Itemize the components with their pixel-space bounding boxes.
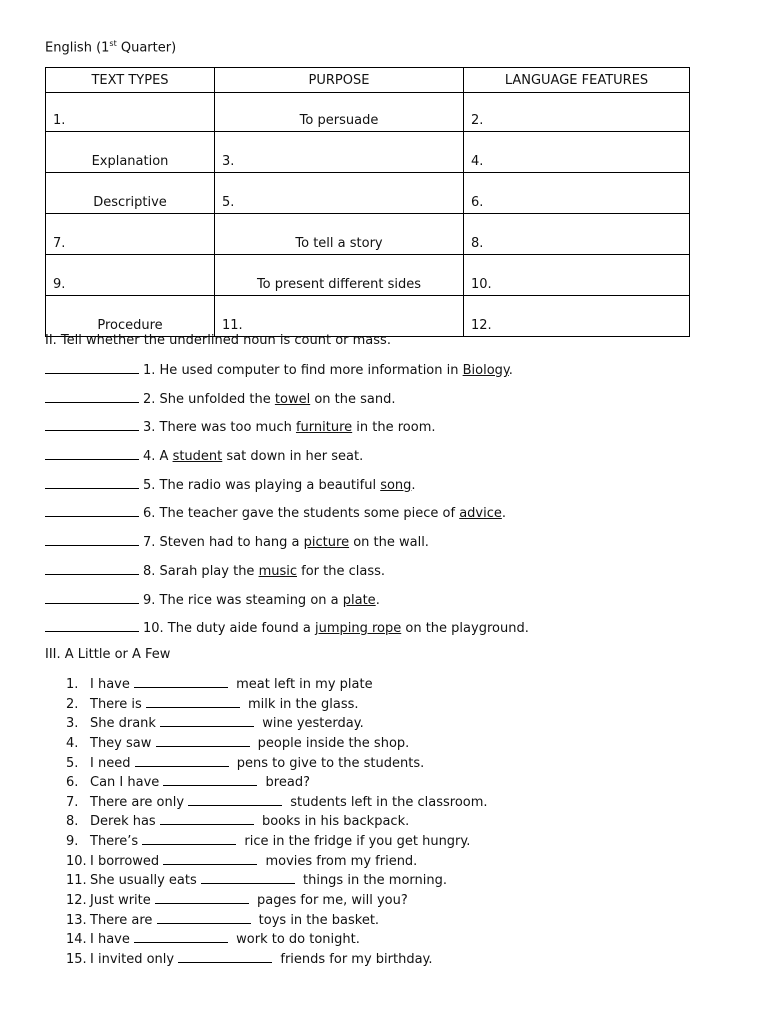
table-cell: 10. <box>464 255 690 296</box>
underlined-noun: towel <box>274 391 311 407</box>
list-item <box>45 418 745 447</box>
header-text-types: TEXT TYPES <box>46 68 215 93</box>
item-number: 14. <box>66 932 87 948</box>
item-text: things in the morning. <box>298 873 447 889</box>
item-text: 6. The teacher gave the students some piece of <box>143 506 460 522</box>
table-row <box>46 296 690 337</box>
item-text: 7. Steven had to hang a <box>143 535 304 551</box>
item-number: 15. <box>66 951 87 967</box>
list-item <box>66 734 488 754</box>
table-cell: 4. <box>464 132 690 173</box>
underlined-noun: advice <box>459 506 502 522</box>
list-item <box>66 773 488 793</box>
list-item <box>45 447 745 476</box>
table-cell: Procedure <box>46 296 215 337</box>
item-text: toys in the basket. <box>254 912 380 928</box>
title-main: English (1 <box>45 40 110 56</box>
table-cell: 9. <box>46 255 215 296</box>
item-text: Can I have <box>90 775 164 791</box>
answer-blank[interactable] <box>134 930 228 943</box>
underlined-noun: song <box>380 477 412 493</box>
item-text: . <box>508 363 513 378</box>
item-text: in the room. <box>352 420 436 436</box>
answer-blank[interactable] <box>45 504 139 517</box>
table-cell: Explanation <box>46 132 215 173</box>
item-number: 12. <box>66 893 87 909</box>
item-number: 11. <box>66 873 87 889</box>
answer-blank[interactable] <box>134 675 228 688</box>
answer-blank[interactable] <box>45 591 139 604</box>
item-text: She drank <box>90 716 161 732</box>
table-row <box>46 214 690 255</box>
list-item <box>66 891 488 911</box>
answer-blank[interactable] <box>45 418 139 431</box>
list-item <box>66 911 488 931</box>
item-text: 8. Sarah play the <box>143 563 259 579</box>
list-item <box>66 714 488 734</box>
item-text: 2. She unfolded the <box>143 391 275 407</box>
answer-blank[interactable] <box>155 891 249 904</box>
table-cell: 2. <box>464 93 690 132</box>
item-text: I have <box>90 677 134 692</box>
item-text: She usually eats <box>90 873 201 889</box>
answer-blank[interactable] <box>157 911 251 924</box>
list-item <box>66 852 488 872</box>
item-text: There are only <box>90 794 189 810</box>
list-item <box>66 930 488 950</box>
item-text: I need <box>90 755 135 771</box>
item-text: I borrowed <box>90 853 164 869</box>
answer-blank[interactable] <box>163 773 257 786</box>
item-number: 4. <box>66 735 79 751</box>
underlined-noun: student <box>172 449 223 465</box>
item-text: bread? <box>261 775 310 791</box>
item-text: I have <box>90 932 134 948</box>
list-item <box>66 950 488 970</box>
item-number: 3. <box>66 716 79 732</box>
table-cell: To persuade <box>215 93 464 132</box>
item-text: movies from my friend. <box>261 853 418 869</box>
table-cell: 7. <box>46 214 215 255</box>
item-text: milk in the glass. <box>243 696 359 712</box>
item-text: There’s <box>90 834 143 850</box>
item-text: wine yesterday. <box>258 716 364 732</box>
answer-blank[interactable] <box>160 812 254 825</box>
item-text: 4. A <box>143 449 173 465</box>
page-title <box>45 39 176 55</box>
answer-blank[interactable] <box>135 754 229 767</box>
header-purpose: PURPOSE <box>215 68 464 93</box>
list-item <box>66 793 488 813</box>
underlined-noun: furniture <box>295 420 353 436</box>
underlined-noun: music <box>258 563 297 579</box>
item-text: . <box>375 592 380 608</box>
list-item <box>45 361 745 390</box>
answer-blank[interactable] <box>201 871 295 884</box>
table-cell: To present different sides <box>215 255 464 296</box>
header-language-features: LANGUAGE FEATURES <box>464 68 690 93</box>
item-text: students left in the classroom. <box>286 794 488 810</box>
item-text: 5. The radio was playing a beautiful <box>143 477 381 493</box>
section-2-list <box>45 361 745 648</box>
item-number: 8. <box>66 814 79 830</box>
answer-blank[interactable] <box>45 533 139 546</box>
table-cell: 12. <box>464 296 690 337</box>
list-item <box>45 619 745 648</box>
answer-blank[interactable] <box>45 619 139 632</box>
answer-blank[interactable] <box>45 361 139 374</box>
item-number: 5. <box>66 755 79 771</box>
section-3-heading: III. A Little or A Few <box>45 647 171 662</box>
item-text: on the wall. <box>349 535 429 551</box>
item-number: 10. <box>66 853 87 869</box>
item-text: on the playground. <box>401 621 529 637</box>
item-text: sat down in her seat. <box>222 449 364 465</box>
table-cell: 11. <box>215 296 464 337</box>
answer-blank[interactable] <box>163 852 257 865</box>
item-text: . <box>501 506 507 522</box>
list-item <box>45 533 745 562</box>
list-item <box>45 504 745 533</box>
item-number: 7. <box>66 794 79 810</box>
answer-blank[interactable] <box>188 793 282 806</box>
text-types-table <box>45 67 690 337</box>
item-text: There are <box>90 912 157 928</box>
answer-blank[interactable] <box>156 734 250 747</box>
list-item <box>66 695 488 715</box>
answer-blank[interactable] <box>142 832 236 845</box>
title-rest: Quarter) <box>116 40 177 56</box>
item-text: rice in the fridge if you get hungry. <box>240 834 471 850</box>
table-row <box>46 132 690 173</box>
list-item <box>66 675 488 695</box>
item-text: 10. The duty aide found a <box>143 621 315 637</box>
table-cell: 8. <box>464 214 690 255</box>
item-text: meat left in my plate <box>232 677 373 692</box>
item-number: 2. <box>66 696 79 712</box>
item-text: I invited only <box>90 951 179 967</box>
list-item <box>45 390 745 419</box>
item-text: Just write <box>90 893 155 909</box>
list-item <box>66 754 488 774</box>
item-text: books in his backpack. <box>257 814 410 830</box>
list-item <box>66 832 488 852</box>
section-2-heading: II. Tell whether the underlined noun is count or mass. <box>45 333 391 348</box>
table-cell: 3. <box>215 132 464 173</box>
item-text: 1. He used computer to find more information in <box>143 363 463 378</box>
table-cell: 1. <box>46 93 215 132</box>
underlined-noun: plate <box>342 592 376 608</box>
item-number: 9. <box>66 834 79 850</box>
item-text: people inside the shop. <box>253 735 410 751</box>
item-text: for the class. <box>297 563 386 579</box>
answer-blank[interactable] <box>45 476 139 489</box>
list-item <box>45 476 745 505</box>
item-text: 9. The rice was steaming on a <box>143 592 343 608</box>
list-item <box>45 562 745 591</box>
table-cell: Descriptive <box>46 173 215 214</box>
list-item <box>66 812 488 832</box>
list-item <box>45 591 745 620</box>
underlined-noun: jumping rope <box>314 621 402 637</box>
item-text: work to do tonight. <box>232 932 360 948</box>
section-3-list <box>66 675 488 970</box>
underlined-noun: picture <box>303 535 350 551</box>
title-superscript: st <box>109 39 117 48</box>
item-text: . <box>411 477 416 493</box>
table-cell: 6. <box>464 173 690 214</box>
item-text: 3. There was too much <box>143 420 296 436</box>
table-cell: 5. <box>215 173 464 214</box>
table-row <box>46 173 690 214</box>
item-text: There is <box>90 696 146 712</box>
table-row <box>46 255 690 296</box>
answer-blank[interactable] <box>146 695 240 708</box>
item-number: 1. <box>66 677 79 692</box>
item-text: on the sand. <box>310 391 396 407</box>
list-item <box>66 871 488 891</box>
underlined-noun: Biology <box>462 363 509 378</box>
table-row <box>46 93 690 132</box>
item-text: pages for me, will you? <box>252 893 408 909</box>
answer-blank[interactable] <box>45 390 139 403</box>
item-number: 13. <box>66 912 87 928</box>
item-number: 6. <box>66 775 79 791</box>
answer-blank[interactable] <box>160 714 254 727</box>
answer-blank[interactable] <box>178 950 272 963</box>
item-text: friends for my birthday. <box>276 951 433 967</box>
answer-blank[interactable] <box>45 562 139 575</box>
table-header-row <box>46 68 690 93</box>
item-text: They saw <box>90 735 156 751</box>
item-text: Derek has <box>90 814 160 830</box>
item-text: pens to give to the students. <box>232 755 425 771</box>
answer-blank[interactable] <box>45 447 139 460</box>
table-cell: To tell a story <box>215 214 464 255</box>
